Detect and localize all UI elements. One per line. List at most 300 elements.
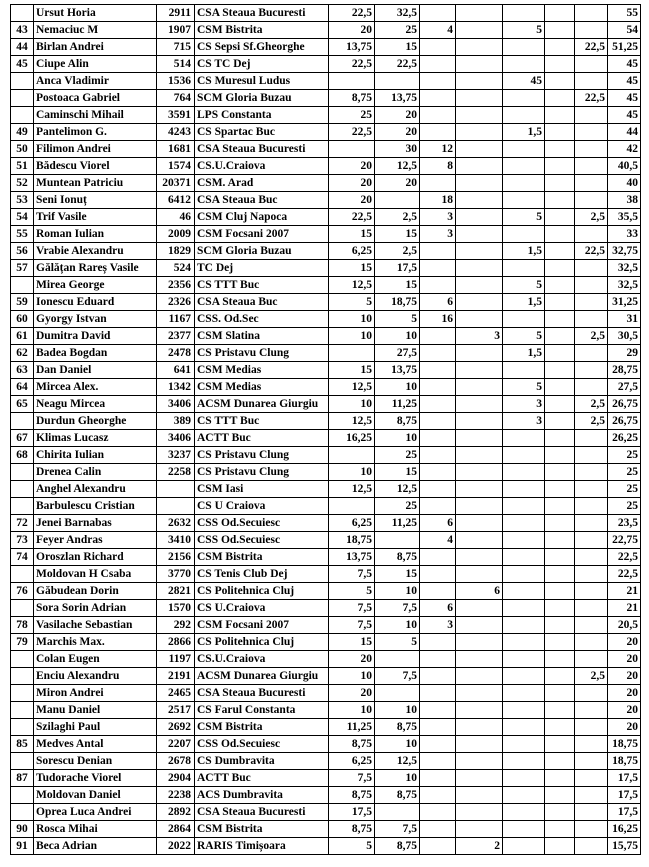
points-3-cell xyxy=(420,838,456,855)
player-name-cell: Barbulescu Cristian xyxy=(34,498,157,515)
points-4-cell xyxy=(456,804,503,821)
player-name-cell: Jenei Barnabas xyxy=(34,515,157,532)
licence-number-cell: 2478 xyxy=(157,345,195,362)
points-2-cell: 7,5 xyxy=(375,668,420,685)
points-3-cell xyxy=(420,685,456,702)
points-7-cell xyxy=(575,464,608,481)
points-1-cell xyxy=(329,345,375,362)
points-6-cell xyxy=(545,90,575,107)
licence-number-cell: 2191 xyxy=(157,668,195,685)
points-6-cell xyxy=(545,719,575,736)
points-4-cell xyxy=(456,226,503,243)
points-5-cell xyxy=(503,702,545,719)
points-6-cell xyxy=(545,549,575,566)
points-7-cell xyxy=(575,158,608,175)
points-1-cell: 6,25 xyxy=(329,243,375,260)
points-1-cell: 18,75 xyxy=(329,532,375,549)
points-7-cell xyxy=(575,226,608,243)
points-2-cell xyxy=(375,804,420,821)
points-5-cell: 1,5 xyxy=(503,243,545,260)
points-1-cell: 7,5 xyxy=(329,617,375,634)
points-5-cell xyxy=(503,192,545,209)
club-cell: CSM Iasi xyxy=(195,481,329,498)
points-6-cell xyxy=(545,481,575,498)
club-cell: CSA Steaua Bucuresti xyxy=(195,685,329,702)
total-points-cell: 45 xyxy=(608,73,641,90)
licence-number-cell xyxy=(157,498,195,515)
player-name-cell: Klimas Lucasz xyxy=(34,430,157,447)
table-row xyxy=(11,22,641,39)
points-2-cell: 20 xyxy=(375,107,420,124)
points-6-cell xyxy=(545,209,575,226)
points-4-cell xyxy=(456,311,503,328)
table-row xyxy=(11,821,641,838)
total-points-cell: 20 xyxy=(608,634,641,651)
points-1-cell xyxy=(329,498,375,515)
points-2-cell: 20 xyxy=(375,175,420,192)
points-3-cell xyxy=(420,787,456,804)
points-1-cell: 15 xyxy=(329,362,375,379)
points-1-cell: 12,5 xyxy=(329,481,375,498)
points-2-cell xyxy=(375,192,420,209)
player-name-cell: Gălățan Rareș Vasile xyxy=(34,260,157,277)
rank-cell xyxy=(11,90,34,107)
points-2-cell: 11,25 xyxy=(375,515,420,532)
points-3-cell xyxy=(420,73,456,90)
licence-number-cell: 1570 xyxy=(157,600,195,617)
table-row xyxy=(11,107,641,124)
licence-number-cell: 2207 xyxy=(157,736,195,753)
points-5-cell: 5 xyxy=(503,277,545,294)
table-row xyxy=(11,226,641,243)
total-points-cell: 26,75 xyxy=(608,396,641,413)
points-6-cell xyxy=(545,311,575,328)
points-7-cell xyxy=(575,617,608,634)
player-name-cell: Medves Antal xyxy=(34,736,157,753)
table-row xyxy=(11,583,641,600)
points-7-cell xyxy=(575,5,608,22)
rank-cell xyxy=(11,787,34,804)
points-3-cell xyxy=(420,566,456,583)
club-cell: CS Politehnica Cluj xyxy=(195,583,329,600)
table-row xyxy=(11,668,641,685)
points-3-cell xyxy=(420,481,456,498)
points-2-cell: 7,5 xyxy=(375,821,420,838)
points-1-cell: 22,5 xyxy=(329,5,375,22)
points-3-cell xyxy=(420,447,456,464)
points-1-cell: 20 xyxy=(329,685,375,702)
rank-cell: 43 xyxy=(11,22,34,39)
points-7-cell xyxy=(575,345,608,362)
points-4-cell xyxy=(456,481,503,498)
points-4-cell xyxy=(456,396,503,413)
table-row xyxy=(11,413,641,430)
points-2-cell: 15 xyxy=(375,464,420,481)
player-name-cell: Oroszlan Richard xyxy=(34,549,157,566)
player-name-cell: Sora Sorin Adrian xyxy=(34,600,157,617)
rank-cell xyxy=(11,600,34,617)
points-5-cell xyxy=(503,549,545,566)
table-row xyxy=(11,515,641,532)
total-points-cell: 30,5 xyxy=(608,328,641,345)
points-1-cell: 20 xyxy=(329,22,375,39)
player-name-cell: Bădescu Viorel xyxy=(34,158,157,175)
player-name-cell: Mirea George xyxy=(34,277,157,294)
points-3-cell xyxy=(420,362,456,379)
points-2-cell: 8,75 xyxy=(375,413,420,430)
club-cell: CS Tenis Club Dej xyxy=(195,566,329,583)
points-6-cell xyxy=(545,362,575,379)
points-7-cell xyxy=(575,804,608,821)
table-row xyxy=(11,838,641,855)
points-5-cell xyxy=(503,821,545,838)
rank-cell: 57 xyxy=(11,260,34,277)
player-name-cell: Birlan Andrei xyxy=(34,39,157,56)
points-7-cell xyxy=(575,481,608,498)
points-3-cell xyxy=(420,175,456,192)
table-row xyxy=(11,396,641,413)
points-7-cell xyxy=(575,73,608,90)
points-4-cell xyxy=(456,141,503,158)
table-row xyxy=(11,141,641,158)
licence-number-cell: 764 xyxy=(157,90,195,107)
points-7-cell: 2,5 xyxy=(575,209,608,226)
points-1-cell: 5 xyxy=(329,294,375,311)
total-points-cell: 25 xyxy=(608,447,641,464)
player-name-cell: Feyer Andras xyxy=(34,532,157,549)
total-points-cell: 21 xyxy=(608,583,641,600)
total-points-cell: 22,5 xyxy=(608,566,641,583)
points-2-cell: 15 xyxy=(375,226,420,243)
player-name-cell: Szilaghi Paul xyxy=(34,719,157,736)
points-3-cell xyxy=(420,328,456,345)
club-cell: TC Dej xyxy=(195,260,329,277)
rank-cell: 60 xyxy=(11,311,34,328)
licence-number-cell: 2377 xyxy=(157,328,195,345)
points-6-cell xyxy=(545,702,575,719)
club-cell: CS Politehnica Cluj xyxy=(195,634,329,651)
points-3-cell xyxy=(420,464,456,481)
points-3-cell xyxy=(420,821,456,838)
licence-number-cell: 2904 xyxy=(157,770,195,787)
points-7-cell xyxy=(575,634,608,651)
club-cell: CS TTT Buc xyxy=(195,413,329,430)
points-1-cell: 13,75 xyxy=(329,39,375,56)
points-1-cell: 13,75 xyxy=(329,549,375,566)
total-points-cell: 42 xyxy=(608,141,641,158)
points-5-cell xyxy=(503,260,545,277)
points-6-cell xyxy=(545,498,575,515)
points-4-cell xyxy=(456,175,503,192)
player-name-cell: Moldovan Daniel xyxy=(34,787,157,804)
points-7-cell xyxy=(575,22,608,39)
points-4-cell xyxy=(456,22,503,39)
club-cell: CSA Steaua Bucuresti xyxy=(195,141,329,158)
points-1-cell: 12,5 xyxy=(329,277,375,294)
club-cell: CSA Steaua Bucuresti xyxy=(195,5,329,22)
club-cell: CS Farul Constanta xyxy=(195,702,329,719)
total-points-cell: 31,25 xyxy=(608,294,641,311)
player-name-cell: Muntean Patriciu xyxy=(34,175,157,192)
table-row xyxy=(11,73,641,90)
table-row xyxy=(11,566,641,583)
ranking-table xyxy=(10,4,641,855)
table-row xyxy=(11,532,641,549)
points-3-cell: 4 xyxy=(420,532,456,549)
rank-cell: 72 xyxy=(11,515,34,532)
points-5-cell xyxy=(503,107,545,124)
points-5-cell xyxy=(503,481,545,498)
club-cell: ACS Dumbravita xyxy=(195,787,329,804)
points-7-cell: 2,5 xyxy=(575,668,608,685)
points-3-cell: 8 xyxy=(420,158,456,175)
points-2-cell: 18,75 xyxy=(375,294,420,311)
points-5-cell xyxy=(503,90,545,107)
points-6-cell xyxy=(545,158,575,175)
total-points-cell: 22,75 xyxy=(608,532,641,549)
points-2-cell: 30 xyxy=(375,141,420,158)
points-4-cell xyxy=(456,362,503,379)
player-name-cell: Seni Ionuț xyxy=(34,192,157,209)
rank-cell: 62 xyxy=(11,345,34,362)
rank-cell: 52 xyxy=(11,175,34,192)
points-7-cell xyxy=(575,702,608,719)
points-3-cell xyxy=(420,345,456,362)
club-cell: CSM Focsani 2007 xyxy=(195,617,329,634)
total-points-cell: 18,75 xyxy=(608,736,641,753)
points-6-cell xyxy=(545,634,575,651)
points-2-cell: 5 xyxy=(375,634,420,651)
points-4-cell xyxy=(456,90,503,107)
points-1-cell: 8,75 xyxy=(329,736,375,753)
points-2-cell: 15 xyxy=(375,566,420,583)
player-name-cell: Manu Daniel xyxy=(34,702,157,719)
table-row xyxy=(11,617,641,634)
points-6-cell xyxy=(545,243,575,260)
points-1-cell: 22,5 xyxy=(329,124,375,141)
points-2-cell: 8,75 xyxy=(375,787,420,804)
points-7-cell xyxy=(575,175,608,192)
points-1-cell: 7,5 xyxy=(329,566,375,583)
points-5-cell xyxy=(503,600,545,617)
points-6-cell xyxy=(545,532,575,549)
licence-number-cell: 2022 xyxy=(157,838,195,855)
player-name-cell: Dumitra David xyxy=(34,328,157,345)
points-3-cell xyxy=(420,549,456,566)
points-1-cell: 16,25 xyxy=(329,430,375,447)
points-4-cell xyxy=(456,192,503,209)
rank-cell xyxy=(11,5,34,22)
player-name-cell: Ionescu Eduard xyxy=(34,294,157,311)
points-7-cell xyxy=(575,753,608,770)
player-name-cell: Pantelimon G. xyxy=(34,124,157,141)
points-5-cell xyxy=(503,651,545,668)
points-4-cell xyxy=(456,685,503,702)
points-7-cell xyxy=(575,787,608,804)
rank-cell: 65 xyxy=(11,396,34,413)
table-row xyxy=(11,770,641,787)
points-7-cell xyxy=(575,277,608,294)
points-2-cell: 8,75 xyxy=(375,719,420,736)
points-3-cell xyxy=(420,498,456,515)
club-cell: CS U.Craiova xyxy=(195,600,329,617)
licence-number-cell: 1536 xyxy=(157,73,195,90)
points-4-cell xyxy=(456,549,503,566)
club-cell: CSM Bistrita xyxy=(195,22,329,39)
rank-cell: 44 xyxy=(11,39,34,56)
points-2-cell: 15 xyxy=(375,39,420,56)
points-3-cell: 6 xyxy=(420,294,456,311)
points-4-cell xyxy=(456,73,503,90)
total-points-cell: 16,25 xyxy=(608,821,641,838)
points-5-cell xyxy=(503,617,545,634)
points-1-cell xyxy=(329,141,375,158)
table-row xyxy=(11,277,641,294)
points-3-cell: 3 xyxy=(420,617,456,634)
points-6-cell xyxy=(545,345,575,362)
rank-cell xyxy=(11,566,34,583)
points-6-cell xyxy=(545,192,575,209)
club-cell: ACSM Dunarea Giurgiu xyxy=(195,668,329,685)
rank-cell: 61 xyxy=(11,328,34,345)
points-1-cell: 15 xyxy=(329,634,375,651)
points-5-cell xyxy=(503,464,545,481)
points-4-cell: 6 xyxy=(456,583,503,600)
points-4-cell xyxy=(456,702,503,719)
player-name-cell: Filimon Andrei xyxy=(34,141,157,158)
total-points-cell: 22,5 xyxy=(608,549,641,566)
points-7-cell xyxy=(575,56,608,73)
points-5-cell: 3 xyxy=(503,396,545,413)
points-4-cell xyxy=(456,158,503,175)
table-row xyxy=(11,634,641,651)
total-points-cell: 20 xyxy=(608,685,641,702)
club-cell: RARIS Timișoara xyxy=(195,838,329,855)
licence-number-cell: 2156 xyxy=(157,549,195,566)
points-6-cell xyxy=(545,651,575,668)
rank-cell xyxy=(11,413,34,430)
player-name-cell: Enciu Alexandru xyxy=(34,668,157,685)
points-5-cell xyxy=(503,362,545,379)
points-3-cell xyxy=(420,583,456,600)
points-7-cell xyxy=(575,311,608,328)
club-cell: CS Spartac Buc xyxy=(195,124,329,141)
rank-cell: 79 xyxy=(11,634,34,651)
player-name-cell: Oprea Luca Andrei xyxy=(34,804,157,821)
points-6-cell xyxy=(545,464,575,481)
points-6-cell xyxy=(545,260,575,277)
points-7-cell xyxy=(575,838,608,855)
total-points-cell: 54 xyxy=(608,22,641,39)
licence-number-cell: 6412 xyxy=(157,192,195,209)
points-2-cell: 12,5 xyxy=(375,481,420,498)
total-points-cell: 27,5 xyxy=(608,379,641,396)
rank-cell: 49 xyxy=(11,124,34,141)
points-6-cell xyxy=(545,753,575,770)
table-row xyxy=(11,362,641,379)
total-points-cell: 55 xyxy=(608,5,641,22)
rank-cell xyxy=(11,277,34,294)
points-6-cell xyxy=(545,39,575,56)
total-points-cell: 32,75 xyxy=(608,243,641,260)
points-3-cell xyxy=(420,651,456,668)
total-points-cell: 20 xyxy=(608,719,641,736)
points-6-cell xyxy=(545,736,575,753)
points-7-cell xyxy=(575,447,608,464)
points-7-cell xyxy=(575,821,608,838)
player-name-cell: Drenea Calin xyxy=(34,464,157,481)
club-cell: CSM Bistrita xyxy=(195,719,329,736)
points-7-cell xyxy=(575,770,608,787)
club-cell: CSS Od.Secuiesc xyxy=(195,736,329,753)
points-1-cell: 8,75 xyxy=(329,90,375,107)
points-4-cell xyxy=(456,243,503,260)
club-cell: CS U Craiova xyxy=(195,498,329,515)
total-points-cell: 15,75 xyxy=(608,838,641,855)
points-5-cell xyxy=(503,56,545,73)
points-2-cell: 20 xyxy=(375,124,420,141)
points-7-cell xyxy=(575,192,608,209)
points-3-cell: 6 xyxy=(420,515,456,532)
points-7-cell xyxy=(575,651,608,668)
points-7-cell: 22,5 xyxy=(575,90,608,107)
points-6-cell xyxy=(545,617,575,634)
points-3-cell xyxy=(420,413,456,430)
total-points-cell: 26,75 xyxy=(608,413,641,430)
points-3-cell xyxy=(420,260,456,277)
table-row xyxy=(11,56,641,73)
points-4-cell xyxy=(456,5,503,22)
total-points-cell: 45 xyxy=(608,107,641,124)
club-cell: CS Dumbravita xyxy=(195,753,329,770)
rank-cell: 50 xyxy=(11,141,34,158)
points-5-cell xyxy=(503,311,545,328)
points-7-cell xyxy=(575,532,608,549)
rank-cell: 56 xyxy=(11,243,34,260)
points-5-cell: 3 xyxy=(503,413,545,430)
club-cell: CSM Medias xyxy=(195,379,329,396)
points-5-cell xyxy=(503,753,545,770)
table-row xyxy=(11,651,641,668)
table-row xyxy=(11,158,641,175)
points-7-cell xyxy=(575,685,608,702)
player-name-cell: Durdun Gheorghe xyxy=(34,413,157,430)
licence-number-cell: 1574 xyxy=(157,158,195,175)
points-7-cell: 22,5 xyxy=(575,243,608,260)
points-2-cell: 10 xyxy=(375,617,420,634)
rank-cell: 85 xyxy=(11,736,34,753)
points-6-cell xyxy=(545,838,575,855)
club-cell: CS TC Dej xyxy=(195,56,329,73)
points-4-cell xyxy=(456,600,503,617)
total-points-cell: 28,75 xyxy=(608,362,641,379)
club-cell: CSS. Od.Sec xyxy=(195,311,329,328)
points-5-cell xyxy=(503,838,545,855)
points-3-cell xyxy=(420,396,456,413)
player-name-cell: Ursut Horia xyxy=(34,5,157,22)
points-7-cell xyxy=(575,566,608,583)
rank-cell: 67 xyxy=(11,430,34,447)
points-2-cell: 10 xyxy=(375,379,420,396)
points-5-cell xyxy=(503,566,545,583)
total-points-cell: 25 xyxy=(608,498,641,515)
points-1-cell: 10 xyxy=(329,311,375,328)
points-5-cell xyxy=(503,532,545,549)
points-6-cell xyxy=(545,804,575,821)
points-3-cell xyxy=(420,702,456,719)
points-4-cell xyxy=(456,209,503,226)
table-row xyxy=(11,5,641,22)
